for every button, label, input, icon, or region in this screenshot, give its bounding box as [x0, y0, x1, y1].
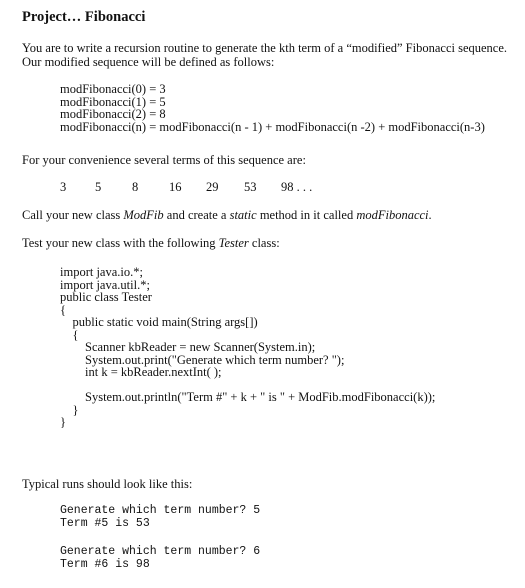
- console-line: Generate which term number? 5: [60, 504, 261, 517]
- definition-line: modFibonacci(1) = 5: [60, 94, 166, 109]
- tester-code-block: [60, 266, 435, 429]
- code-line: public class Tester: [60, 290, 152, 304]
- definition-block: [60, 83, 485, 133]
- code-line: import java.util.*;: [60, 277, 150, 292]
- call-text: .: [428, 208, 432, 222]
- code-line: {: [60, 302, 66, 317]
- definition-line: modFibonacci(0) = 3: [60, 82, 166, 96]
- intro-line-1: You are to write a recursion routine to generate the kth term of a “modified” Fibonacci sequence.: [22, 41, 508, 55]
- typical-runs-label: Typical runs should look like this:: [22, 477, 193, 491]
- sequence-term: 5: [95, 180, 102, 194]
- call-instruction: [22, 208, 432, 222]
- code-line: {: [60, 327, 79, 342]
- code-line: System.out.println("Term #" + k + " is " + ModFib.modFibonacci(k));: [60, 390, 436, 404]
- code-line: int k = kbReader.nextInt( );: [60, 365, 222, 379]
- sequence-term: 3: [60, 180, 67, 194]
- sequence-term: 29: [206, 180, 219, 194]
- console-line: Generate which term number? 6: [60, 545, 261, 558]
- definition-line: modFibonacci(n) = modFibonacci(n - 1) + modFibonacci(n -2) + modFibonacci(n-3): [60, 119, 485, 134]
- convenience-text: For your convenience several terms of this sequence are:: [22, 153, 306, 167]
- sample-run-2: [60, 546, 260, 571]
- sequence-term: 98 . . .: [281, 180, 313, 194]
- call-text: and create a: [163, 208, 230, 222]
- call-text: Call your new class: [22, 208, 124, 222]
- code-line: import java.io.*;: [60, 265, 143, 279]
- test-text: Test your new class with the following: [22, 236, 219, 250]
- sequence-term: 8: [132, 180, 139, 194]
- page-title: Project… Fibonacci: [22, 9, 146, 25]
- static-keyword: static: [229, 208, 257, 222]
- code-line: }: [60, 415, 66, 429]
- test-text: class:: [248, 236, 280, 250]
- definition-line: modFibonacci(2) = 8: [60, 107, 166, 121]
- test-instruction: [22, 236, 280, 250]
- code-line: public static void main(String args[]): [60, 315, 258, 329]
- code-line: System.out.print("Generate which term number? ");: [60, 352, 345, 367]
- code-line: Scanner kbReader = new Scanner(System.in);: [60, 340, 316, 354]
- call-text: method in it called: [256, 208, 357, 222]
- sample-run-1: [60, 505, 260, 530]
- intro-line-2: Our modified sequence will be defined as follows:: [22, 55, 275, 69]
- sequence-term: 53: [244, 180, 257, 194]
- method-name: modFibonacci: [356, 208, 429, 222]
- tester-class-name: Tester: [218, 236, 249, 250]
- sequence-term: 16: [169, 180, 182, 194]
- console-line: Term #5 is 53: [60, 516, 150, 530]
- class-name: ModFib: [123, 208, 164, 222]
- code-line: }: [60, 402, 79, 417]
- console-line: Term #6 is 98: [60, 557, 150, 571]
